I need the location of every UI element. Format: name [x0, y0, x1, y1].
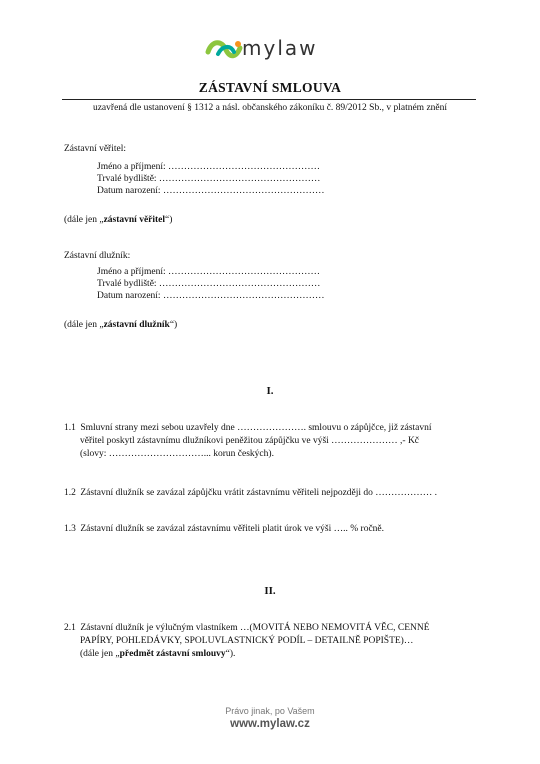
- document-title: ZÁSTAVNÍ SMLOUVA: [198, 80, 342, 95]
- clause-2-1: 2.1 Zástavní dlužník je výlučným vlastníkem …(MOVITÁ NEBO NEMOVITÁ VĚC, CENNÉ PAPÍRY, POHLEDÁVKY, SPOLUVLASTNICKÝ PODÍL – DETAILNĚ POPIŠTE)… (dále jen „předmět zástavní smlouvy“).: [64, 623, 430, 659]
- title-divider: [62, 99, 476, 100]
- creditor-address-field: Trvalé bydliště: ……………………………………………: [97, 174, 321, 184]
- debtor-label: Zástavní dlužník:: [64, 251, 131, 261]
- creditor-label: Zástavní věřitel:: [64, 144, 126, 154]
- logo-wordmark: mylaw: [242, 36, 318, 60]
- creditor-reference: (dále jen „zástavní věřitel“): [64, 215, 173, 225]
- clause-1-1: 1.1 Smluvní strany mezi sebou uzavřely dne …………………. smlouvu o zápůjčce, již zástavní věřitel poskytl zástavnímu dlužníkovi peněžitou zápůjčku ve výši ………………… ,- Kč (slovy: …………………………... korun českých).: [64, 423, 432, 459]
- debtor-address-field: Trvalé bydliště: ……………………………………………: [97, 279, 321, 289]
- clause-1-2: 1.2 Zástavní dlužník se zavázal zápůjčku vrátit zástavnímu věřiteli nejpozději do ……………… .: [64, 488, 438, 498]
- document-subtitle: uzavřená dle ustanovení § 1312 a násl. občanského zákoníku č. 89/2012 Sb., v platném znění: [92, 103, 448, 113]
- clause-1-3: 1.3 Zástavní dlužník se zavázal zástavnímu věřiteli platit úrok ve výši ….. % ročně.: [64, 524, 385, 534]
- footer-tagline: Právo jinak, po Vašem: [225, 706, 315, 716]
- section-1-heading: I.: [266, 385, 274, 397]
- creditor-name-field: Jméno a příjmení: …………………………………………: [97, 162, 320, 172]
- debtor-name-field: Jméno a příjmení: …………………………………………: [97, 267, 320, 277]
- debtor-reference: (dále jen „zástavní dlužník“): [64, 320, 178, 330]
- debtor-dob-field: Datum narození: ……………………………………………: [97, 291, 325, 301]
- section-2-heading: II.: [264, 585, 276, 597]
- creditor-dob-field: Datum narození: ……………………………………………: [97, 186, 325, 196]
- footer-url-link[interactable]: www.mylaw.cz: [230, 718, 310, 730]
